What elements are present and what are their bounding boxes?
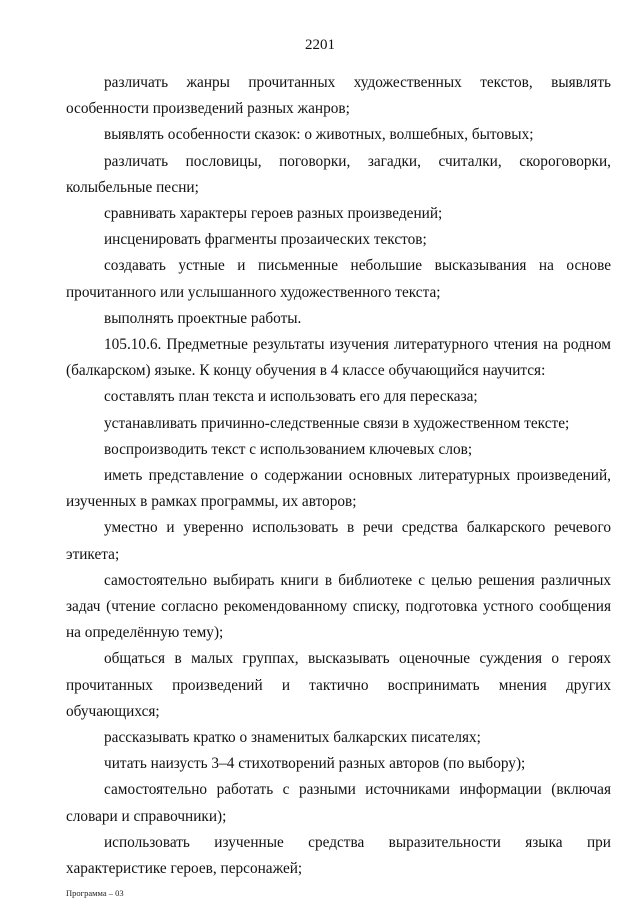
paragraph: составлять план текста и использовать его для пересказа;: [104, 388, 478, 406]
paragraph: рассказывать кратко о знаменитых балкарских писателях;: [104, 729, 481, 747]
paragraph: выявлять особенности сказок: о животных, волшебных, бытовых;: [104, 126, 534, 144]
paragraph: использовать изученные средства выразительности языка при характеристике героев, персонажей;: [66, 833, 611, 878]
paragraph: воспроизводить текст с использованием ключевых слов;: [104, 440, 473, 458]
paragraph: читать наизусть 3–4 стихотворений разных авторов (по выбору);: [104, 755, 526, 773]
section-paragraph: 105.10.6. Предметные результаты изучения литературного чтения на родном (балкарском) языке. К концу обучения в 4 классе обучающийся научится:: [66, 336, 611, 380]
document-body: [66, 70, 611, 882]
paragraph: создавать устные и письменные небольшие высказывания на основе прочитанного или услышанного художественного текста;: [66, 257, 611, 301]
page-number: 2201: [305, 37, 335, 53]
page-footer: Программа – 03: [66, 888, 124, 898]
paragraph: общаться в малых группах, высказывать оценочные суждения о героях прочитанных произведений и тактично воспринимать мнения других обучающихся;: [66, 650, 611, 720]
paragraph: самостоятельно выбирать книги в библиотеке с целью решения различных задач (чтение согласно рекомендованному списку, подготовка устного сообщения на определённую тему);: [66, 571, 611, 642]
paragraph: инсценировать фрагменты прозаических текстов;: [104, 231, 427, 249]
paragraph: уместно и уверенно использовать в речи средства балкарского речевого этикета;: [66, 519, 611, 563]
paragraph: различать пословицы, поговорки, загадки, считалки, скороговорки, колыбельные песни;: [66, 152, 611, 196]
paragraph: выполнять проектные работы.: [104, 309, 302, 327]
paragraph: сравнивать характеры героев разных произведений;: [104, 205, 443, 223]
paragraph: различать жанры прочитанных художественных текстов, выявлять особенности произведений разных жанров;: [66, 74, 611, 118]
paragraph: иметь представление о содержании основных литературных произведений, изученных в рамках программы, их авторов;: [66, 467, 611, 511]
paragraph: самостоятельно работать с разными источниками информации (включая словари и справочники);: [66, 781, 611, 825]
paragraph: устанавливать причинно-следственные связи в художественном тексте;: [104, 414, 570, 432]
